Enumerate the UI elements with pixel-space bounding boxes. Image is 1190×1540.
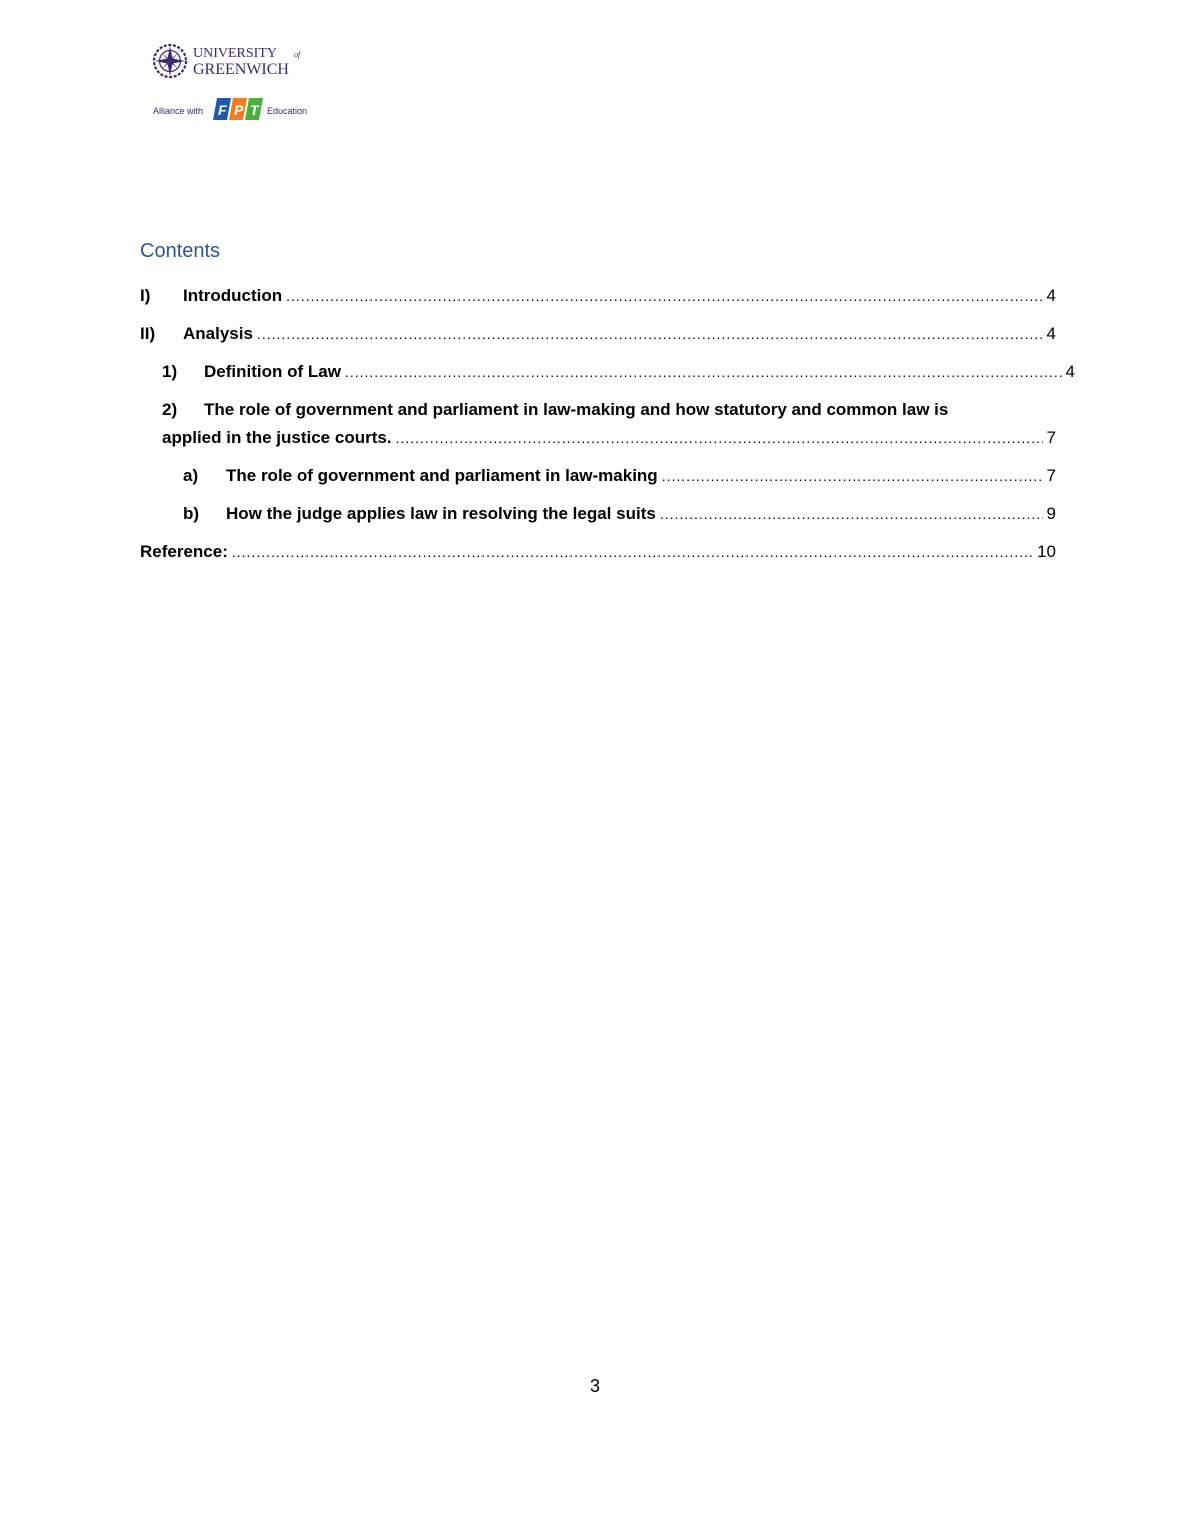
toc-entry-label: Analysis	[183, 324, 253, 343]
toc-entry-number: 2)	[162, 400, 178, 419]
toc-entry-page: 9	[1046, 504, 1056, 523]
toc-entry-page: 4	[1046, 324, 1056, 343]
toc-dot-leader	[345, 358, 1062, 386]
university-logo	[150, 42, 315, 128]
toc-entry-first-line	[140, 396, 1056, 424]
toc-entry-number: 1)	[162, 362, 178, 381]
toc-entry-label: How the judge applies law in resolving the legal suits	[226, 504, 656, 523]
logo-education-text: Education	[267, 106, 308, 116]
toc-entry-label: Introduction	[183, 286, 283, 305]
toc-entry-label-line2: applied in the justice courts.	[162, 428, 392, 447]
fpt-letter-f: F	[218, 102, 227, 118]
logo-line2: GREENWICH	[193, 61, 289, 78]
toc-entry-introduction[interactable]	[140, 282, 1056, 310]
toc-heading: Contents	[140, 240, 221, 262]
toc-entry-second-line	[140, 424, 1056, 452]
toc-entry-role-in-law-making[interactable]	[140, 462, 1056, 490]
toc-entry-reference[interactable]	[140, 538, 1056, 566]
toc-entry-page: 4	[1046, 286, 1056, 305]
page-number: 3	[589, 1376, 600, 1396]
toc-entry-page: 10	[1037, 542, 1056, 561]
toc-dot-leader	[257, 320, 1043, 348]
toc-dot-leader	[660, 500, 1043, 528]
toc-entry-label: Definition of Law	[204, 362, 341, 381]
toc-entry-number: b)	[183, 504, 200, 523]
toc-entry-label-line1: The role of government and parliament in law-making and how statutory and common law is	[204, 400, 949, 419]
toc-entry-role-of-government-and-courts[interactable]	[140, 396, 1056, 452]
logo-of: of	[294, 50, 301, 59]
toc-dot-leader	[286, 282, 1043, 310]
toc-entry-page: 7	[1046, 466, 1056, 485]
toc-dot-leader	[232, 538, 1034, 566]
toc-entry-number: a)	[183, 466, 199, 485]
fpt-logo-icon	[213, 98, 263, 120]
fpt-letter-p: P	[234, 102, 244, 118]
toc-entry-label: Reference:	[140, 542, 228, 561]
fpt-letter-t: T	[250, 102, 259, 118]
toc-entry-number: II)	[140, 324, 156, 343]
toc-entry-page: 4	[1065, 362, 1075, 381]
logo-line1: UNIVERSITY	[193, 46, 277, 61]
toc-entry-judge-applies-law[interactable]	[140, 500, 1056, 528]
toc-dot-leader	[662, 462, 1043, 490]
logo-alliance-text: Alliance with	[153, 106, 204, 116]
toc-entry-page: 7	[1046, 428, 1056, 447]
toc-dot-leader	[396, 424, 1043, 452]
toc-entry-label: The role of government and parliament in law-making	[226, 466, 658, 485]
compass-icon	[154, 45, 186, 77]
toc-entry-analysis[interactable]	[140, 320, 1056, 348]
toc-entry-number: I)	[140, 286, 151, 305]
toc-entry-definition-of-law[interactable]	[140, 358, 1075, 386]
greenwich-fpt-logo-graphic	[150, 42, 315, 128]
table-of-contents	[140, 282, 1075, 566]
